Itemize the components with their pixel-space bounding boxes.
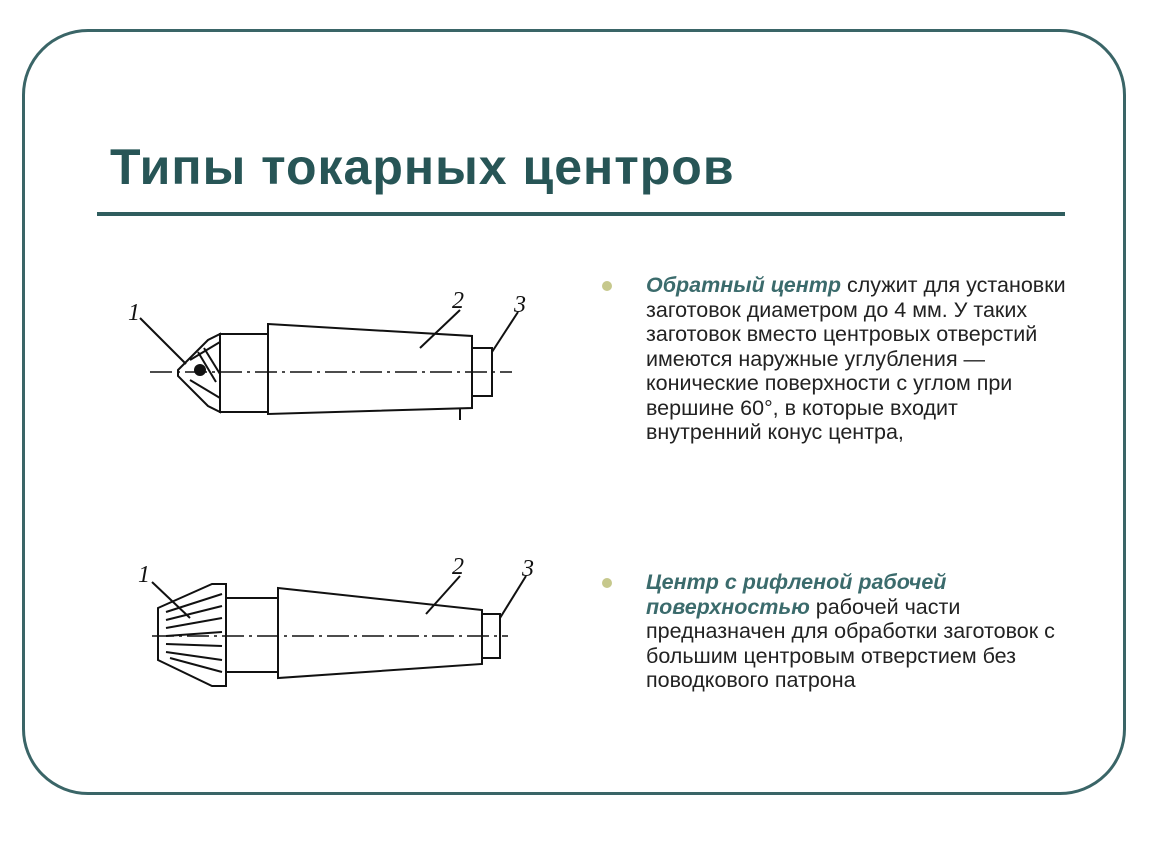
bullet-reverse-center: [646, 273, 1076, 445]
bullet-text: служит для установки заготовок диаметром до 4 мм. У таких заготовок вместо центровых отверстий имеются наружные углубления — конические поверхности с углом при вершине 60°, в которые входит внутренний конус центра,: [646, 273, 1066, 444]
fluted-center-neck: [226, 598, 278, 672]
bullet-fluted-center: [646, 570, 1076, 693]
reverse-center-label-1: 1: [128, 300, 140, 326]
bullet-term: Центр с рифленой рабочей поверхностью: [646, 570, 947, 619]
bullet-term: Обратный центр: [646, 273, 841, 297]
reverse-center-neck: [220, 334, 268, 412]
bullet-dot: [602, 281, 612, 291]
fluted-center-label-2: 2: [452, 554, 464, 580]
fluted-center-drawing: [130, 552, 550, 702]
fluted-center-shank: [278, 588, 482, 678]
bullet-dot: [602, 578, 612, 588]
reverse-center-shank: [268, 324, 472, 414]
reverse-center-drawing: [120, 288, 526, 430]
reverse-center-label-2: 2: [452, 288, 464, 314]
title-underline: [97, 212, 1065, 216]
slide-title: Типы токарных центров: [110, 139, 735, 195]
reverse-center-label-3: 3: [514, 292, 526, 318]
bullet-text: рабочей части предназначен для обработки заготовок с большим центровым отверстием без поводкового патрона: [646, 594, 1055, 692]
fluted-center-label-3: 3: [522, 556, 534, 582]
fluted-center-label-1: 1: [138, 562, 150, 588]
